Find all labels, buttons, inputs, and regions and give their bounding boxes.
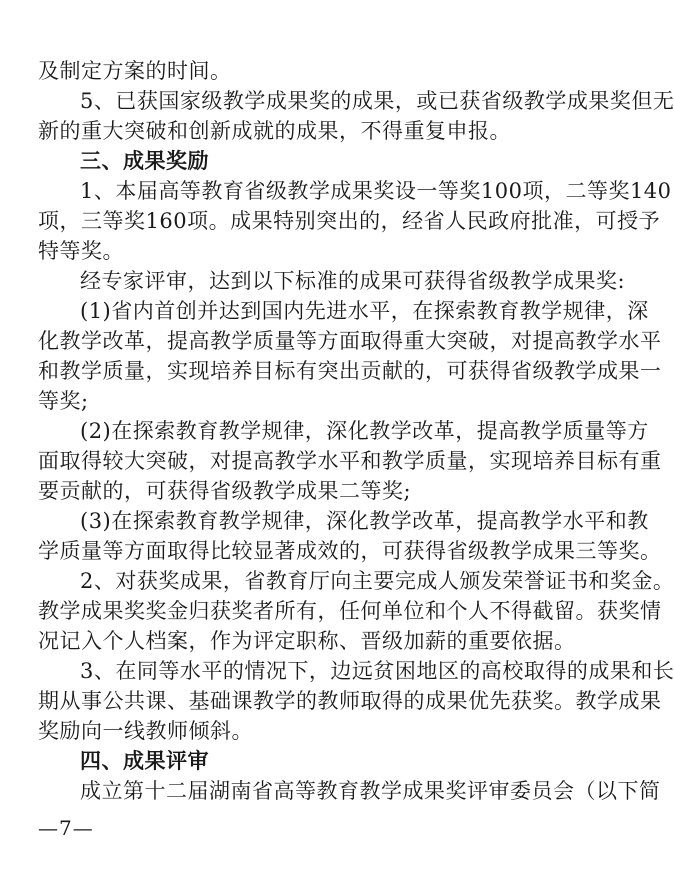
page-number: —7— [38, 816, 94, 840]
text-line: 5、已获国家级教学成果奖的成果，或已获省级教学成果奖但无 [80, 89, 674, 113]
section-heading: 四、成果评审 [80, 749, 209, 773]
text-line: 经专家评审，达到以下标准的成果可获得省级教学成果奖: [80, 269, 626, 293]
text-line: 教学成果奖奖金归获奖者所有，任何单位和个人不得截留。获奖情 [38, 599, 662, 623]
text-line: 特等奖。 [38, 239, 124, 263]
text-line: 项，三等奖160项。成果特别突出的，经省人民政府批准，可授予 [38, 209, 661, 233]
text-line: 期从事公共课、基础课教学的教师取得的成果优先获奖。教学成果 [38, 689, 662, 713]
text-line: 化教学改革，提高教学质量等方面取得重大突破，对提高教学水平 [38, 329, 662, 353]
text-line: 况记入个人档案，作为评定职称、晋级加薪的重要依据。 [38, 629, 576, 653]
text-line: (2)在探索教育教学规律，深化教学改革，提高教学质量等方 [80, 419, 649, 443]
section-heading: 三、成果奖励 [80, 149, 209, 173]
text-line: 要贡献的，可获得省级教学成果二等奖; [38, 479, 412, 503]
text-line: 成立第十二届湖南省高等教育教学成果奖评审委员会（以下简 [80, 779, 661, 803]
text-line: 2、对获奖成果，省教育厅向主要完成人颁发荣誉证书和奖金。 [80, 569, 674, 593]
text-line: 等奖; [38, 389, 89, 413]
text-line: (1)省内首创并达到国内先进水平，在探索教育教学规律，深 [80, 299, 649, 323]
text-line: 及制定方案的时间。 [38, 59, 232, 83]
text-line: 学质量等方面取得比较显著成效的，可获得省级教学成果三等奖。 [38, 539, 662, 563]
text-line: 奖励向一线教师倾斜。 [38, 719, 253, 743]
text-line: 1、本届高等教育省级教学成果奖设一等奖100项，二等奖140 [80, 179, 672, 203]
text-line: 3、在同等水平的情况下，边远贫困地区的高校取得的成果和长 [80, 659, 674, 683]
text-line: 新的重大突破和创新成就的成果，不得重复申报。 [38, 119, 511, 143]
document-body [38, 56, 674, 806]
text-line: (3)在探索教育教学规律，深化教学改革，提高教学水平和教 [80, 509, 649, 533]
text-line: 面取得较大突破，对提高教学水平和教学质量，实现培养目标有重 [38, 449, 662, 473]
text-line: 和教学质量，实现培养目标有突出贡献的，可获得省级教学成果一 [38, 359, 662, 383]
